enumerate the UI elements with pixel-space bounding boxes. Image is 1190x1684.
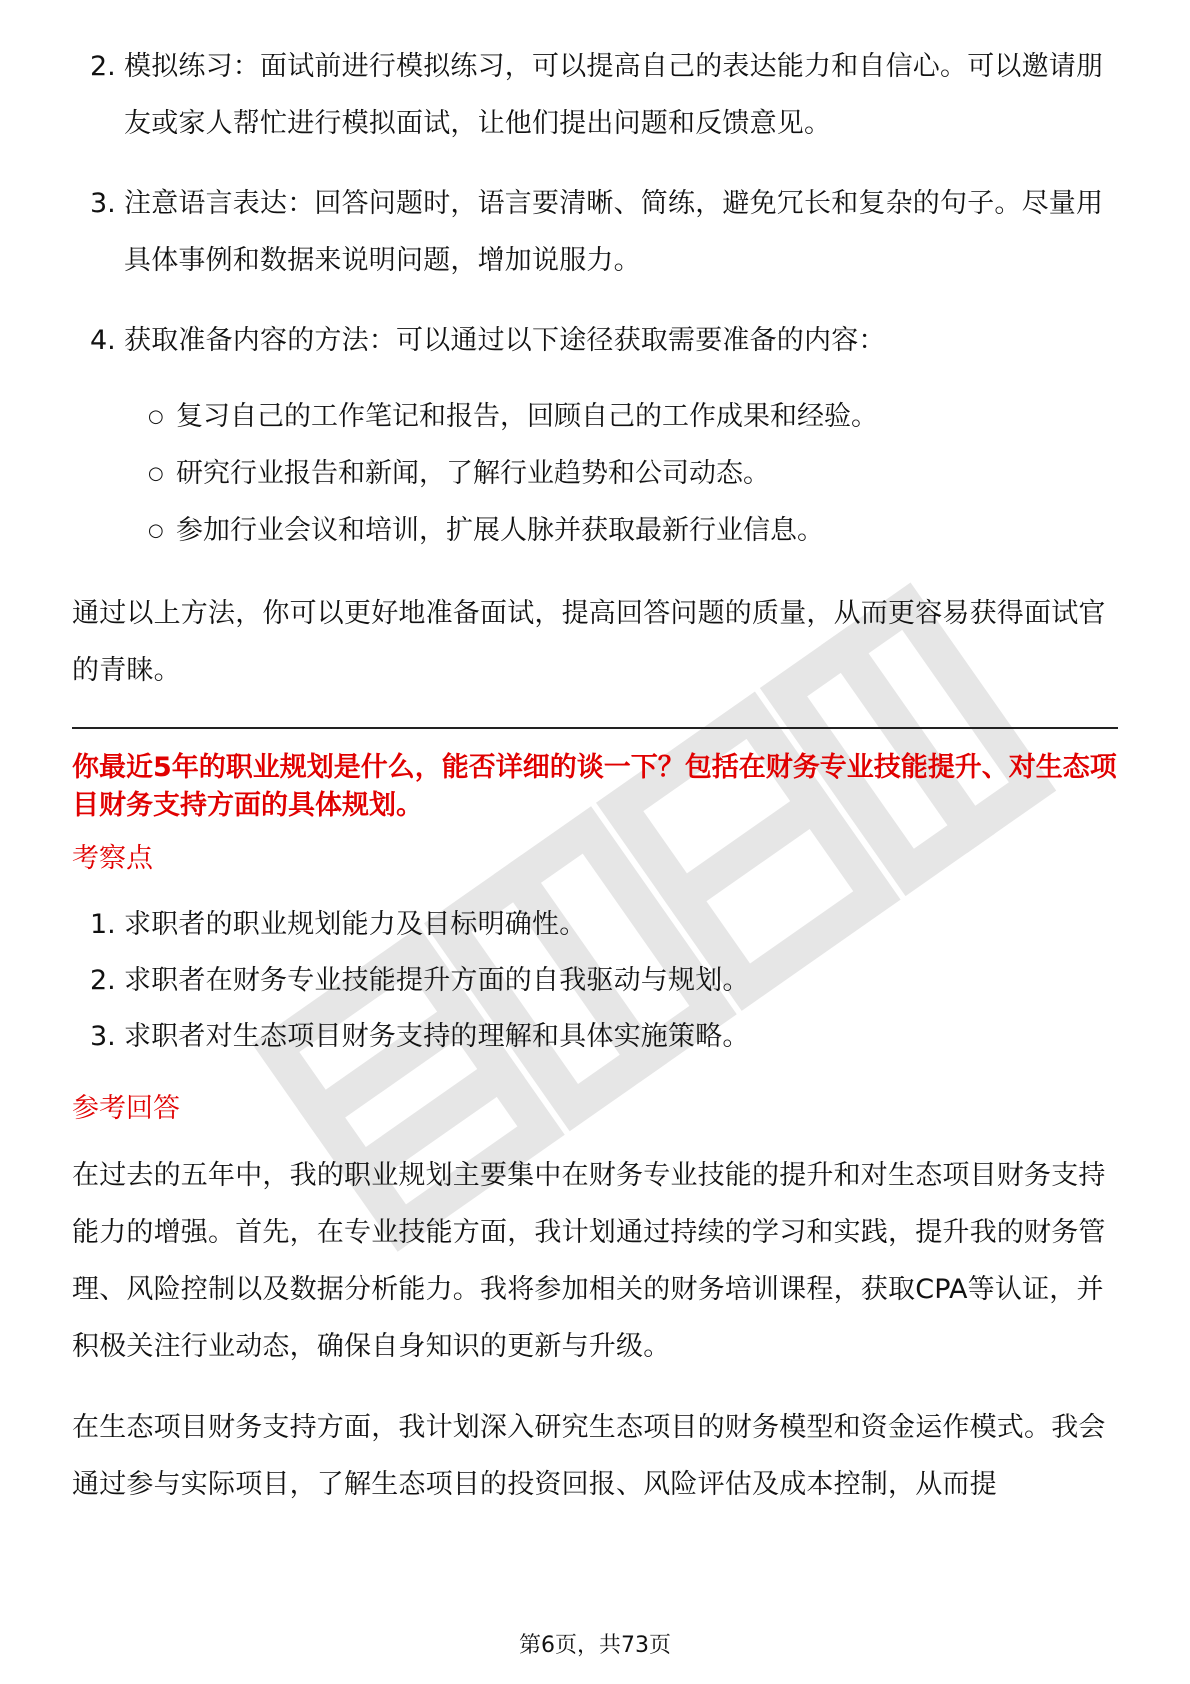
list-number: 2. [90,965,116,996]
list-text: 获取准备内容的方法：可以通过以下途径获取需要准备的内容： [124,325,886,356]
sub-bullet-list [72,388,1118,559]
list-item [72,38,1118,152]
bullet-item [72,388,1118,445]
list-item [72,175,1118,289]
bullet-text: 复习自己的工作笔记和报告，回顾自己的工作成果和经验。 [176,401,878,432]
answer-paragraph: 在生态项目财务支持方面，我计划深入研究生态项目的财务模型和资金运作模式。我会通过参与实际项目，了解生态项目的投资回报、风险评估及成本控制，从而提 [72,1412,1106,1500]
list-number: 2. [90,51,116,82]
bullet-icon: ○ [148,406,164,427]
list-item [72,312,1118,369]
summary-paragraph: 通过以上方法，你可以更好地准备面试，提高回答问题的质量，从而更容易获得面试官的青睐。 [72,598,1106,686]
interview-question: 你最近5年的职业规划是什么，能否详细的谈一下？包括在财务专业技能提升、对生态项目财务支持方面的具体规划。 [72,752,1117,821]
check-points-heading: 考察点 [72,843,153,874]
list-item [72,897,1118,953]
list-number: 1. [90,909,116,940]
bullet-icon: ○ [148,520,164,541]
bullet-icon: ○ [148,463,164,484]
bullet-item [72,502,1118,559]
answer-paragraph: 在过去的五年中，我的职业规划主要集中在财务专业技能的提升和对生态项目财务支持能力的增强。首先，在专业技能方面，我计划通过持续的学习和实践，提升我的财务管理、风险控制以及数据分析能力。我将参加相关的财务培训课程，获取CPA等认证，并积极关注行业动态，确保自身知识的更新与升级。 [72,1160,1106,1362]
list-text: 求职者的职业规划能力及目标明确性。 [124,909,587,940]
list-number: 3. [90,188,116,219]
bullet-text: 参加行业会议和培训，扩展人脉并获取最新行业信息。 [176,515,824,546]
list-text: 求职者对生态项目财务支持的理解和具体实施策略。 [124,1021,750,1052]
reference-answer-heading: 参考回答 [72,1093,180,1124]
section-divider [72,727,1118,729]
list-number: 3. [90,1021,116,1052]
check-points-list [72,897,1118,1065]
list-text: 模拟练习：面试前进行模拟练习，可以提高自己的表达能力和自信心。可以邀请朋友或家人帮忙进行模拟面试，让他们提出问题和反馈意见。 [124,51,1104,139]
bullet-item [72,445,1118,502]
list-item [72,1009,1118,1065]
tips-list [72,38,1118,369]
list-item [72,953,1118,1009]
page-indicator: 第6页，共73页 [519,1633,671,1658]
list-text: 注意语言表达：回答问题时，语言要清晰、简练，避免冗长和复杂的句子。尽量用具体事例和数据来说明问题，增加说服力。 [124,188,1104,276]
document-body [72,38,1118,1537]
bullet-text: 研究行业报告和新闻，了解行业趋势和公司动态。 [176,458,770,489]
list-text: 求职者在财务专业技能提升方面的自我驱动与规划。 [124,965,750,996]
list-number: 4. [90,325,116,356]
